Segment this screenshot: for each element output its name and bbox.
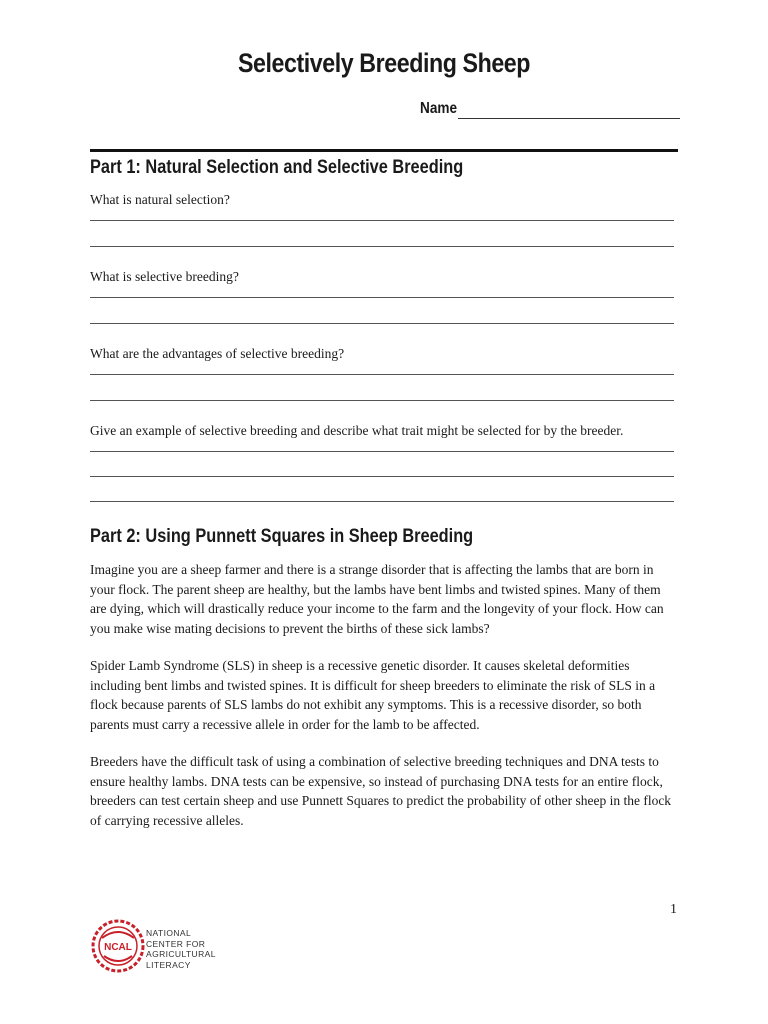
answer-line[interactable] [90, 323, 674, 324]
page-title: Selectively Breeding Sheep [237, 48, 531, 78]
name-label: Name [420, 100, 458, 117]
page-number: 1 [670, 902, 677, 917]
answer-line[interactable] [90, 451, 674, 452]
answer-line[interactable] [90, 374, 674, 375]
header-rule [90, 149, 678, 152]
intro-paragraph: Imagine you are a sheep farmer and there is a strange disorder that is affecting the lambs that are born in your flock. The parent sheep are healthy, but the lambs have bent limbs and twisted spines. Many of them are dying, which will drastically reduce your income to the farm and the longevity of your flock. How can you make wise mating decisions to prevent the births of these sick lambs? [90, 562, 664, 636]
answer-line[interactable] [90, 400, 674, 401]
logo-wordmark [146, 928, 216, 970]
question-advantages: What are the advantages of selective breeding? [90, 346, 345, 361]
answer-line[interactable] [90, 297, 674, 298]
name-underline [458, 118, 680, 119]
sls-paragraph: Spider Lamb Syndrome (SLS) in sheep is a recessive genetic disorder. It causes skeletal deformities including bent limbs and twisted spines. It is difficult for sheep breeders to eliminate the risk of SLS in a flock because parents of SLS lambs do not exhibit any symptoms. This is a recessive disorder, so both parents must carry a recessive allele in order for the lamb to be affected. [90, 658, 656, 732]
answer-line[interactable] [90, 246, 674, 247]
logo-line-1: NATIONAL [146, 928, 192, 938]
question-example: Give an example of selective breeding and describe what trait might be selected for by the breeder. [90, 423, 624, 438]
answer-line[interactable] [90, 220, 674, 221]
question-selective-breeding: What is selective breeding? [90, 269, 239, 284]
part1-heading: Part 1: Natural Selection and Selective Breeding [90, 157, 464, 178]
logo-abbr: NCAL [104, 942, 132, 953]
answer-line[interactable] [90, 501, 674, 502]
logo-line-3: AGRICULTURAL [146, 949, 216, 959]
logo-line-2: CENTER FOR [146, 938, 206, 949]
breeders-paragraph: Breeders have the difficult task of using a combination of selective breeding techniques and DNA tests to ensure healthy lambs. DNA tests can be expensive, so instead of purchasing DNA tests for an entire flock, breeders can test certain sheep and use Punnett Squares to predict the probability of other sheep in the flock of carrying recessive alleles. [90, 754, 672, 828]
name-field[interactable] [420, 100, 680, 124]
question-natural-selection: What is natural selection? [90, 192, 230, 207]
part2-heading: Part 2: Using Punnett Squares in Sheep Breeding [90, 526, 474, 547]
ncal-logo-icon [90, 918, 146, 974]
logo-line-4: LITERACY [146, 959, 191, 970]
answer-line[interactable] [90, 476, 674, 477]
